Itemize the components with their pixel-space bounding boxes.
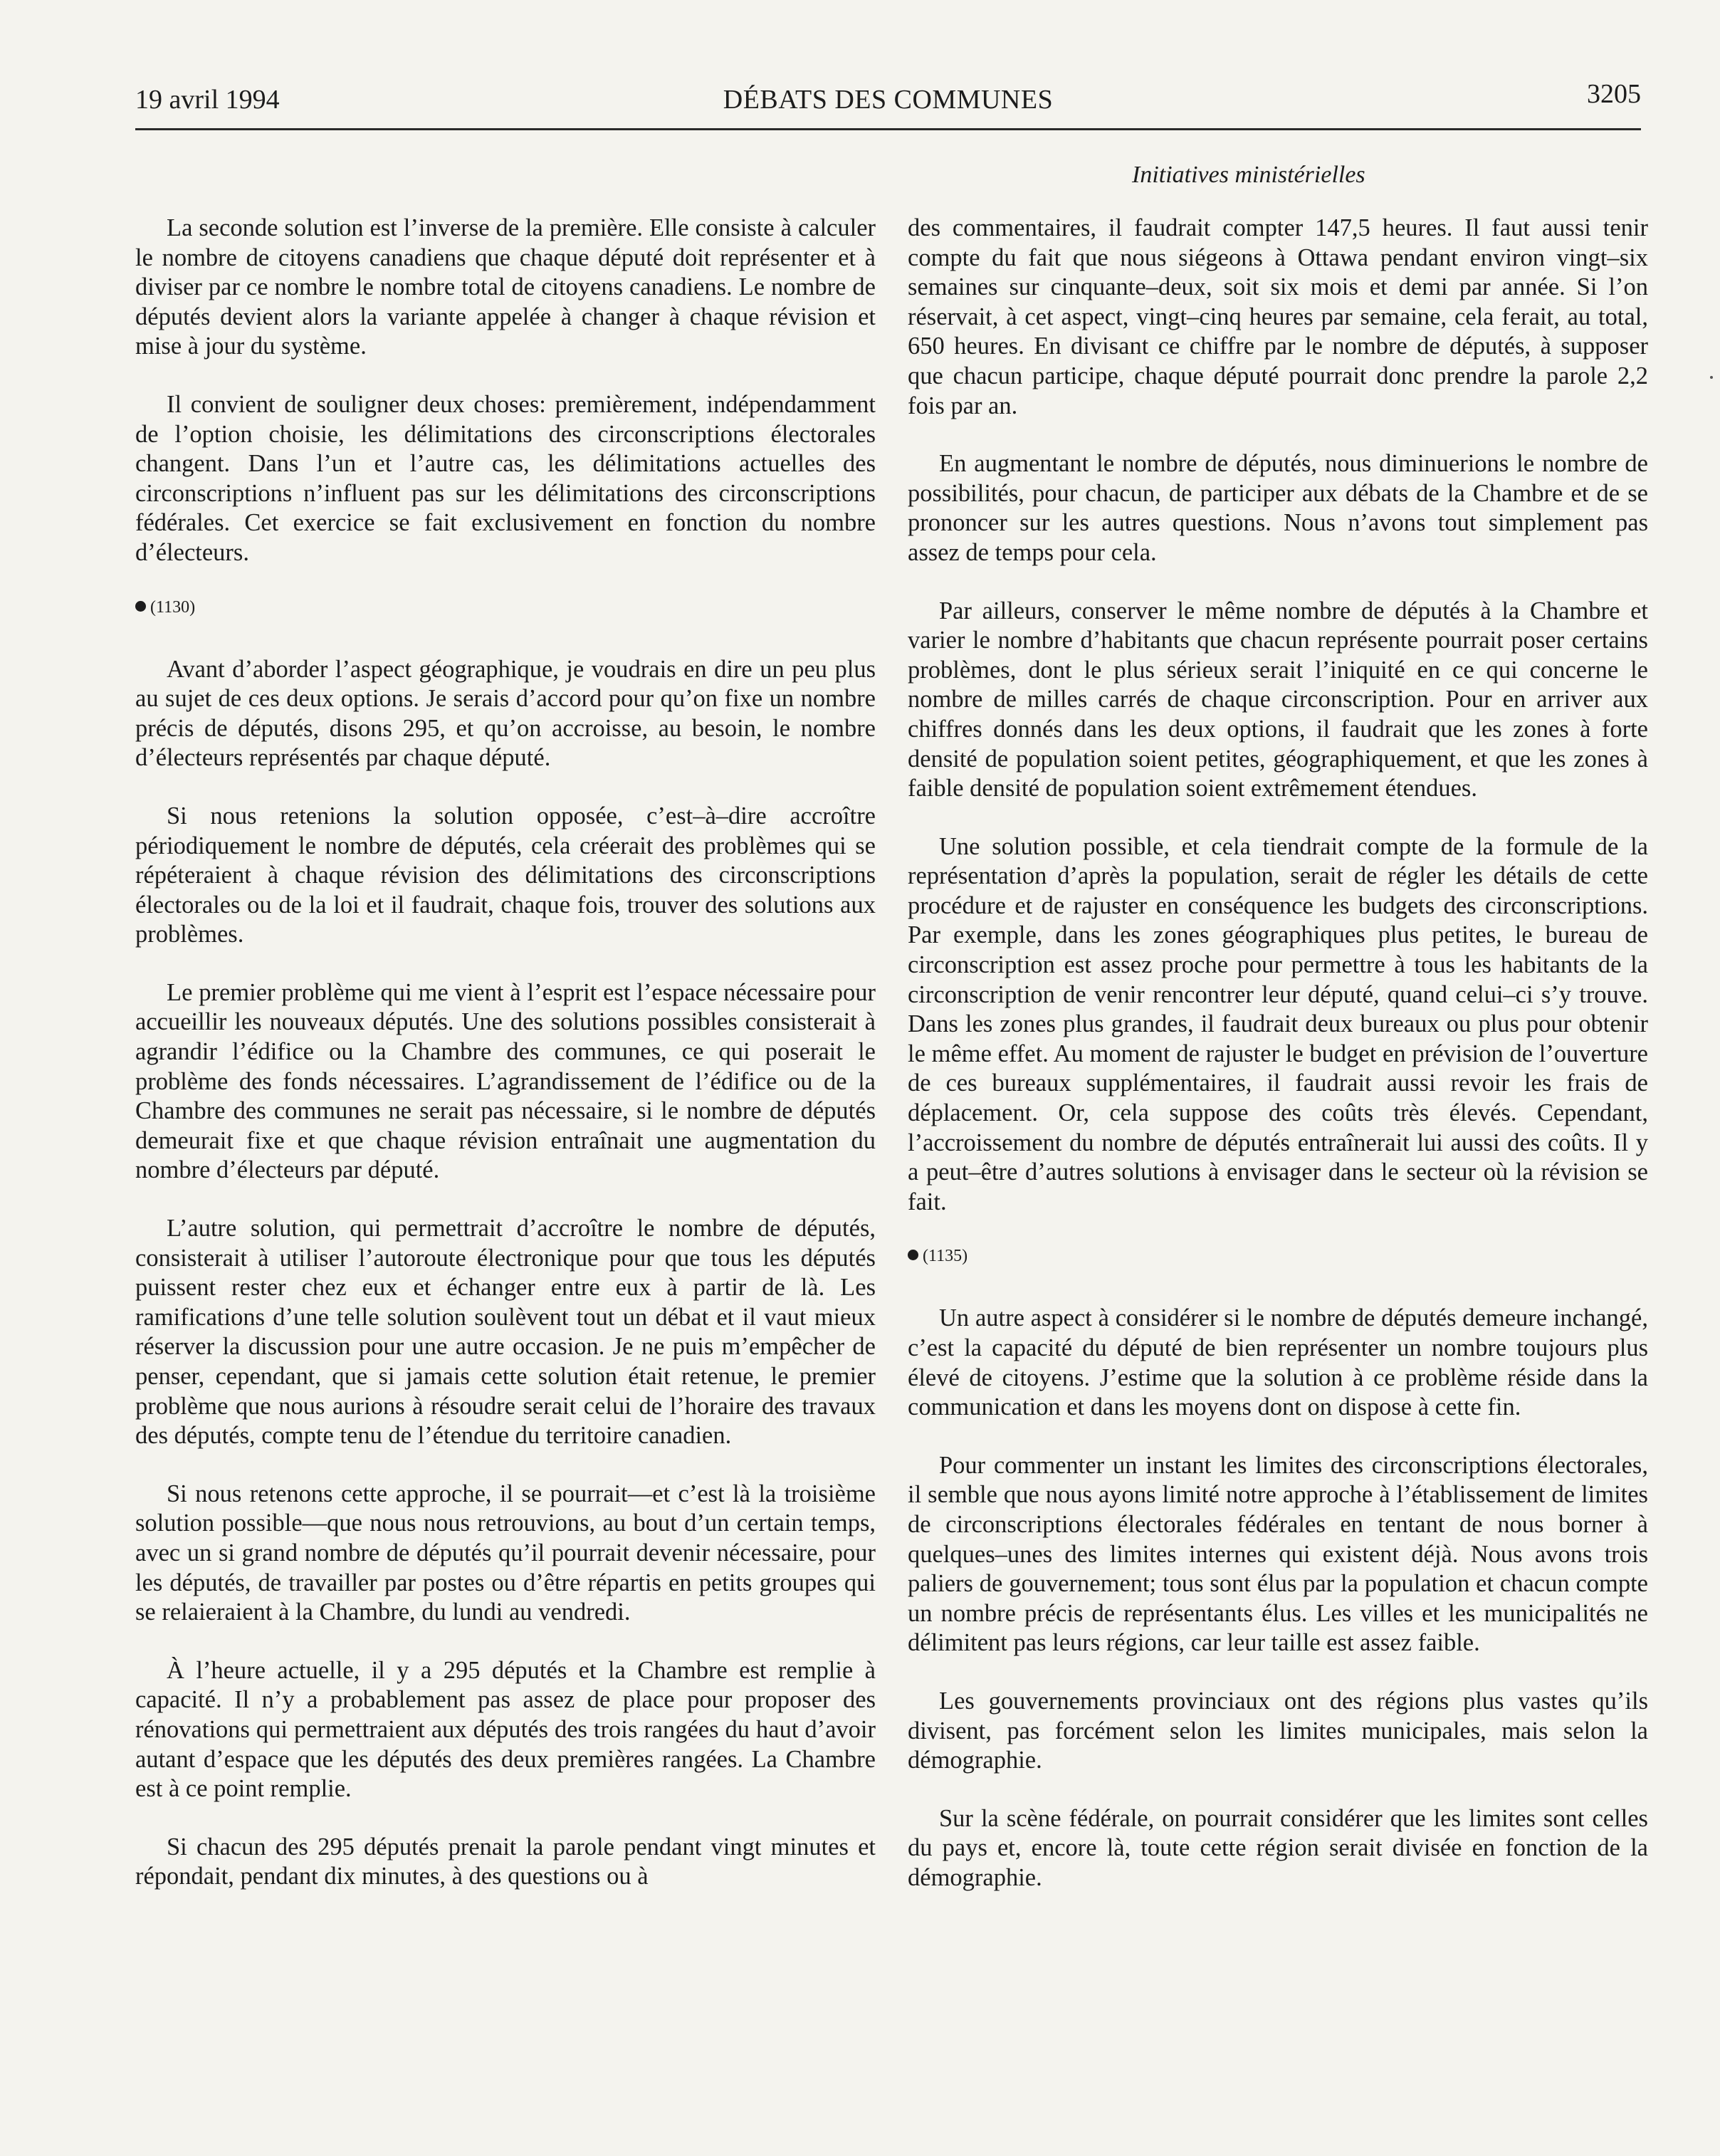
paragraph: Un autre aspect à considérer si le nombre de députés demeure inchangé, c’est la capacité du député de bien représenter un nombre toujours plus élevé de citoyens. J’estime que la solution à ce problème réside dans la communication et dans les moyens dont on dispose à cette fin. [908, 1304, 1648, 1421]
paragraph: Le premier problème qui me vient à l’esprit est l’espace nécessaire pour accueillir les nouveaux députés. Une des solutions possibles consisterait à agrandir l’édifice ou la Chambre des communes, ce qui poserait le problème des fonds nécessaires. L’agrandissement de l’édifice ou de la Chambre des communes ne serait pas nécessaire, si le nombre de députés demeurait fixe et que chaque révision entraînait une augmentation du nombre d’électeurs par député. [135, 978, 876, 1184]
paragraph: La seconde solution est l’inverse de la première. Elle consiste à calculer le nombre de citoyens canadiens que chaque député doit représenter et à diviser par ce nombre le nombre total de citoyens canadiens. Le nombre de députés devient alors la variante appelée à changer à chaque révision et mise à jour du système. [135, 214, 876, 360]
time-marker-label: (1130) [150, 597, 196, 617]
paragraph: En augmentant le nombre de députés, nous diminuerions le nombre de possibilités, pour chacun, de participer aux débats de la Chambre et de se prononcer sur les autres questions. Nous n’avons tout simplement pas assez de temps pour cela. [908, 450, 1648, 566]
header-rule [135, 128, 1641, 130]
paragraph: des commentaires, il faudrait compter 147,5 heures. Il faut aussi tenir compte du fait que nous siégeons à Ottawa pendant environ vingt–six semaines sur cinquante–deux, soit six mois et demi par année. Si l’on réservait, à cet aspect, vingt–cinq heures par semaine, cela ferait, au total, 650 heures. En divisant ce chiffre par le nombre de députés, à supposer que chacun participe, chaque député pourrait donc prendre la parole 2,2 fois par an. [908, 214, 1648, 419]
bullet-icon [135, 601, 146, 612]
scan-speck [1710, 376, 1713, 379]
section-title: Initiatives ministérielles [1132, 162, 1365, 188]
paragraph: Si nous retenions la solution opposée, c’est–à–dire accroître périodiquement le nombre de députés, cela créerait des problèmes qui se répéteraient à chaque révision des délimitations des circonscriptions électorales ou de la loi et il faudrait, chaque fois, trouver des solutions aux problèmes. [135, 802, 876, 948]
paragraph: Avant d’aborder l’aspect géographique, je voudrais en dire un peu plus au sujet de ces deux options. Je serais d’accord pour qu’on fixe un nombre précis de députés, disons 295, et qu’on accroisse, au besoin, le nombre d’électeurs représentés par chaque député. [135, 655, 876, 772]
paragraph: Une solution possible, et cela tiendrait compte de la formule de la représentation d’après la population, serait de régler les détails de cette procédure et de rajuster en conséquence les budgets des circonscriptions. Par exemple, dans les zones géographiques plus petites, le bureau de circonscription est assez proche pour permettre à tous les habitants de la circonscription de venir rencontrer leur député, quand celui–ci s’y trouve. Dans les zones plus grandes, il faudrait deux bureaux ou plus pour obtenir le même effet. Au moment de rajuster le budget en prévision de l’ouverture de ces bureaux supplémentaires, il faudrait aussi revoir les frais de déplacement. Or, cela suppose des coûts très élevés. Cependant, l’accroissement du nombre de députés entraînerait lui aussi des coûts. Il y a peut–être d’autres solutions à envisager dans le secteur où la révision se fait. [908, 832, 1648, 1215]
header-date: 19 avril 1994 [135, 85, 280, 115]
left-column [135, 214, 876, 1920]
paragraph: Si chacun des 295 députés prenait la parole pendant vingt minutes et répondait, pendant dix minutes, à des questions ou à [135, 1833, 876, 1890]
paragraph: L’autre solution, qui permettrait d’accroître le nombre de députés, consisterait à utiliser l’autoroute électronique pour que tous les députés puissent rester chez eux et échanger entre eux à partir de là. Les ramifications d’une telle solution soulèvent tout un débat et il vaut mieux réserver la discussion pour une autre occasion. Je ne puis m’empêcher de penser, cependant, que si jamais cette solution était retenue, le premier problème que nous aurions à résoudre serait celui de l’horaire des travaux des députés, compte tenu de l’étendue du territoire canadien. [135, 1215, 876, 1450]
time-marker [135, 597, 876, 618]
page-header [135, 79, 1641, 128]
paragraph: Il convient de souligner deux choses: premièrement, indépendamment de l’option choisie, les délimitations des circonscriptions électorales changent. Dans l’un et l’autre cas, les délimitations actuelles des circonscriptions n’influent pas sur les délimitations des circonscriptions fédérales. Cet exercice se fait exclusivement en fonction du nombre d’électeurs. [135, 390, 876, 566]
paragraph: Si nous retenons cette approche, il se pourrait—et c’est là la troisième solution possible—que nous nous retrouvions, au bout d’un certain temps, avec un si grand nombre de députés qu’il pourrait devenir nécessaire, pour les députés, de travailler par postes ou d’être répartis en petits groupes qui se relaieraient à la Chambre, du lundi au vendredi. [135, 1480, 876, 1626]
time-marker-label: (1135) [923, 1247, 968, 1266]
paragraph: À l’heure actuelle, il y a 295 députés et la Chambre est remplie à capacité. Il n’y a probablement pas assez de place pour proposer des rénovations qui permettraient aux députés des trois rangées du haut d’avoir autant d’espace que les députés des deux premières rangées. La Chambre est à ce point remplie. [135, 1656, 876, 1803]
right-column [908, 214, 1648, 1922]
page-number: 3205 [1587, 79, 1641, 109]
publication-title: DÉBATS DES COMMUNES [723, 85, 1054, 115]
bullet-icon [908, 1250, 918, 1260]
paragraph: Par ailleurs, conserver le même nombre de députés à la Chambre et varier le nombre d’habitants que chacun représente pourrait poser certains problèmes, dont le plus sérieux serait l’iniquité en ce qui concerne le nombre de milles carrés de chaque circonscription. Pour en arriver aux chiffres donnés dans les deux options, il faudrait que les zones à forte densité de population soient petites, géographiquement, et que les zones à faible densité de population soient extrêmement étendues. [908, 597, 1648, 802]
paragraph: Les gouvernements provinciaux ont des régions plus vastes qu’ils divisent, pas forcément selon les limites municipales, mais selon la démographie. [908, 1687, 1648, 1774]
time-marker [908, 1245, 1648, 1267]
paragraph: Pour commenter un instant les limites des circonscriptions électorales, il semble que nous ayons limité notre approche à l’établissement de limites de circonscriptions électorales fédérales en tentant de nous borner à quelques–unes des limites internes qui existent déjà. Nous avons trois paliers de gouvernement; tous sont élus par la population et chacun compte un nombre précis de représentants élus. Les villes et les municipalités ne délimitent pas leurs régions, car leur taille est assez faible. [908, 1451, 1648, 1657]
paragraph: Sur la scène fédérale, on pourrait considérer que les limites sont celles du pays et, encore là, toute cette région serait divisée en fonction de la démographie. [908, 1804, 1648, 1891]
